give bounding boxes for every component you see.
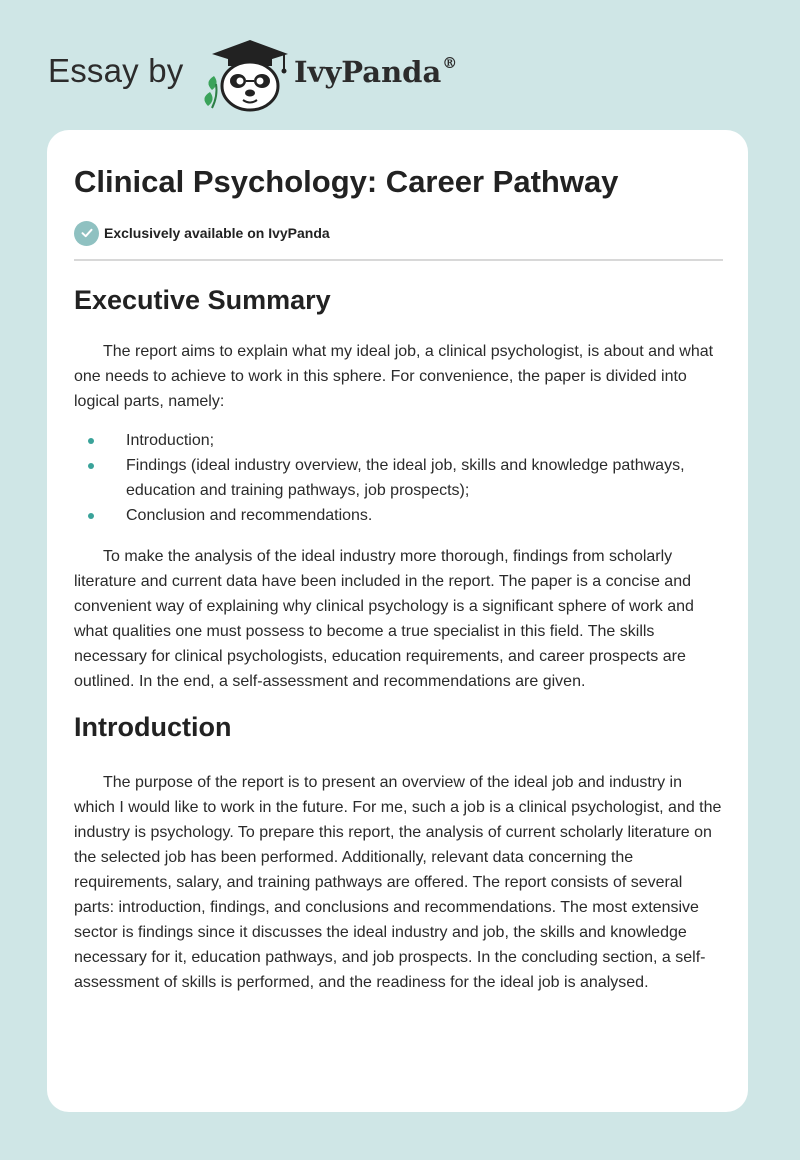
list-item	[74, 453, 723, 503]
list-item-text: Introduction;	[126, 432, 215, 449]
list-item-text: Findings (ideal industry overview, the ideal job, skills and knowledge pathways, education and training pathways, job prospects);	[126, 457, 685, 499]
summary-parts-list	[74, 428, 723, 528]
article-card	[47, 130, 748, 1112]
panda-graduate-icon	[198, 36, 290, 112]
article-title: Clinical Psychology: Career Pathway	[74, 164, 619, 199]
bullet-icon	[88, 513, 94, 519]
section-heading-introduction: Introduction	[74, 712, 232, 742]
paragraph-introduction: The purpose of the report is to present an overview of the ideal job and industry in which I would like to work in the future. For me, such a job is a clinical psychologist, and the industry is psychology. To prepare this report, the analysis of current scholarly literature on the selected job has been performed. Additionally, relevant data concerning the requirements, salary, and training pathways are offered. The report consists of several parts: introduction, findings, and conclusions and recommendations. The most extensive sector is findings since it discusses the ideal industry and job, the skills and knowledge necessary for it, education pathways, and job prospects. In the concluding section, a self-assessment of skills is performed, and the readiness for the ideal job is analysed.	[74, 774, 722, 991]
bullet-icon	[88, 438, 94, 444]
list-item	[74, 503, 723, 528]
list-item	[74, 428, 723, 453]
section-heading-executive-summary: Executive Summary	[74, 285, 331, 315]
registered-mark: ®	[442, 54, 458, 72]
brand-name-text: IvyPanda	[294, 55, 442, 89]
divider	[74, 259, 723, 261]
bullet-icon	[88, 463, 94, 469]
exclusive-badge	[74, 220, 723, 246]
brand-name	[294, 54, 457, 89]
paragraph-summary-intro: The report aims to explain what my ideal job, a clinical psychologist, is about and what one needs to achieve to work in this sphere. For convenience, the paper is divided into logical parts, namely:	[74, 343, 714, 410]
brand-header[interactable]	[48, 36, 468, 112]
exclusive-label: Exclusively available on IvyPanda	[104, 225, 330, 241]
check-circle-icon	[74, 221, 99, 246]
article-content	[74, 160, 723, 995]
list-item-text: Conclusion and recommendations.	[126, 507, 373, 524]
brand-prefix: Essay by	[48, 52, 184, 89]
paragraph-summary-analysis: To make the analysis of the ideal industry more thorough, findings from scholarly literature and current data have been included in the report. The paper is a concise and convenient way of explaining why clinical psychology is a significant sphere of work and what qualities one must possess to become a true specialist in this field. The skills necessary for clinical psychologists, education requirements, and career prospects are outlined. In the end, a self-assessment and recommendations are given.	[74, 548, 694, 690]
